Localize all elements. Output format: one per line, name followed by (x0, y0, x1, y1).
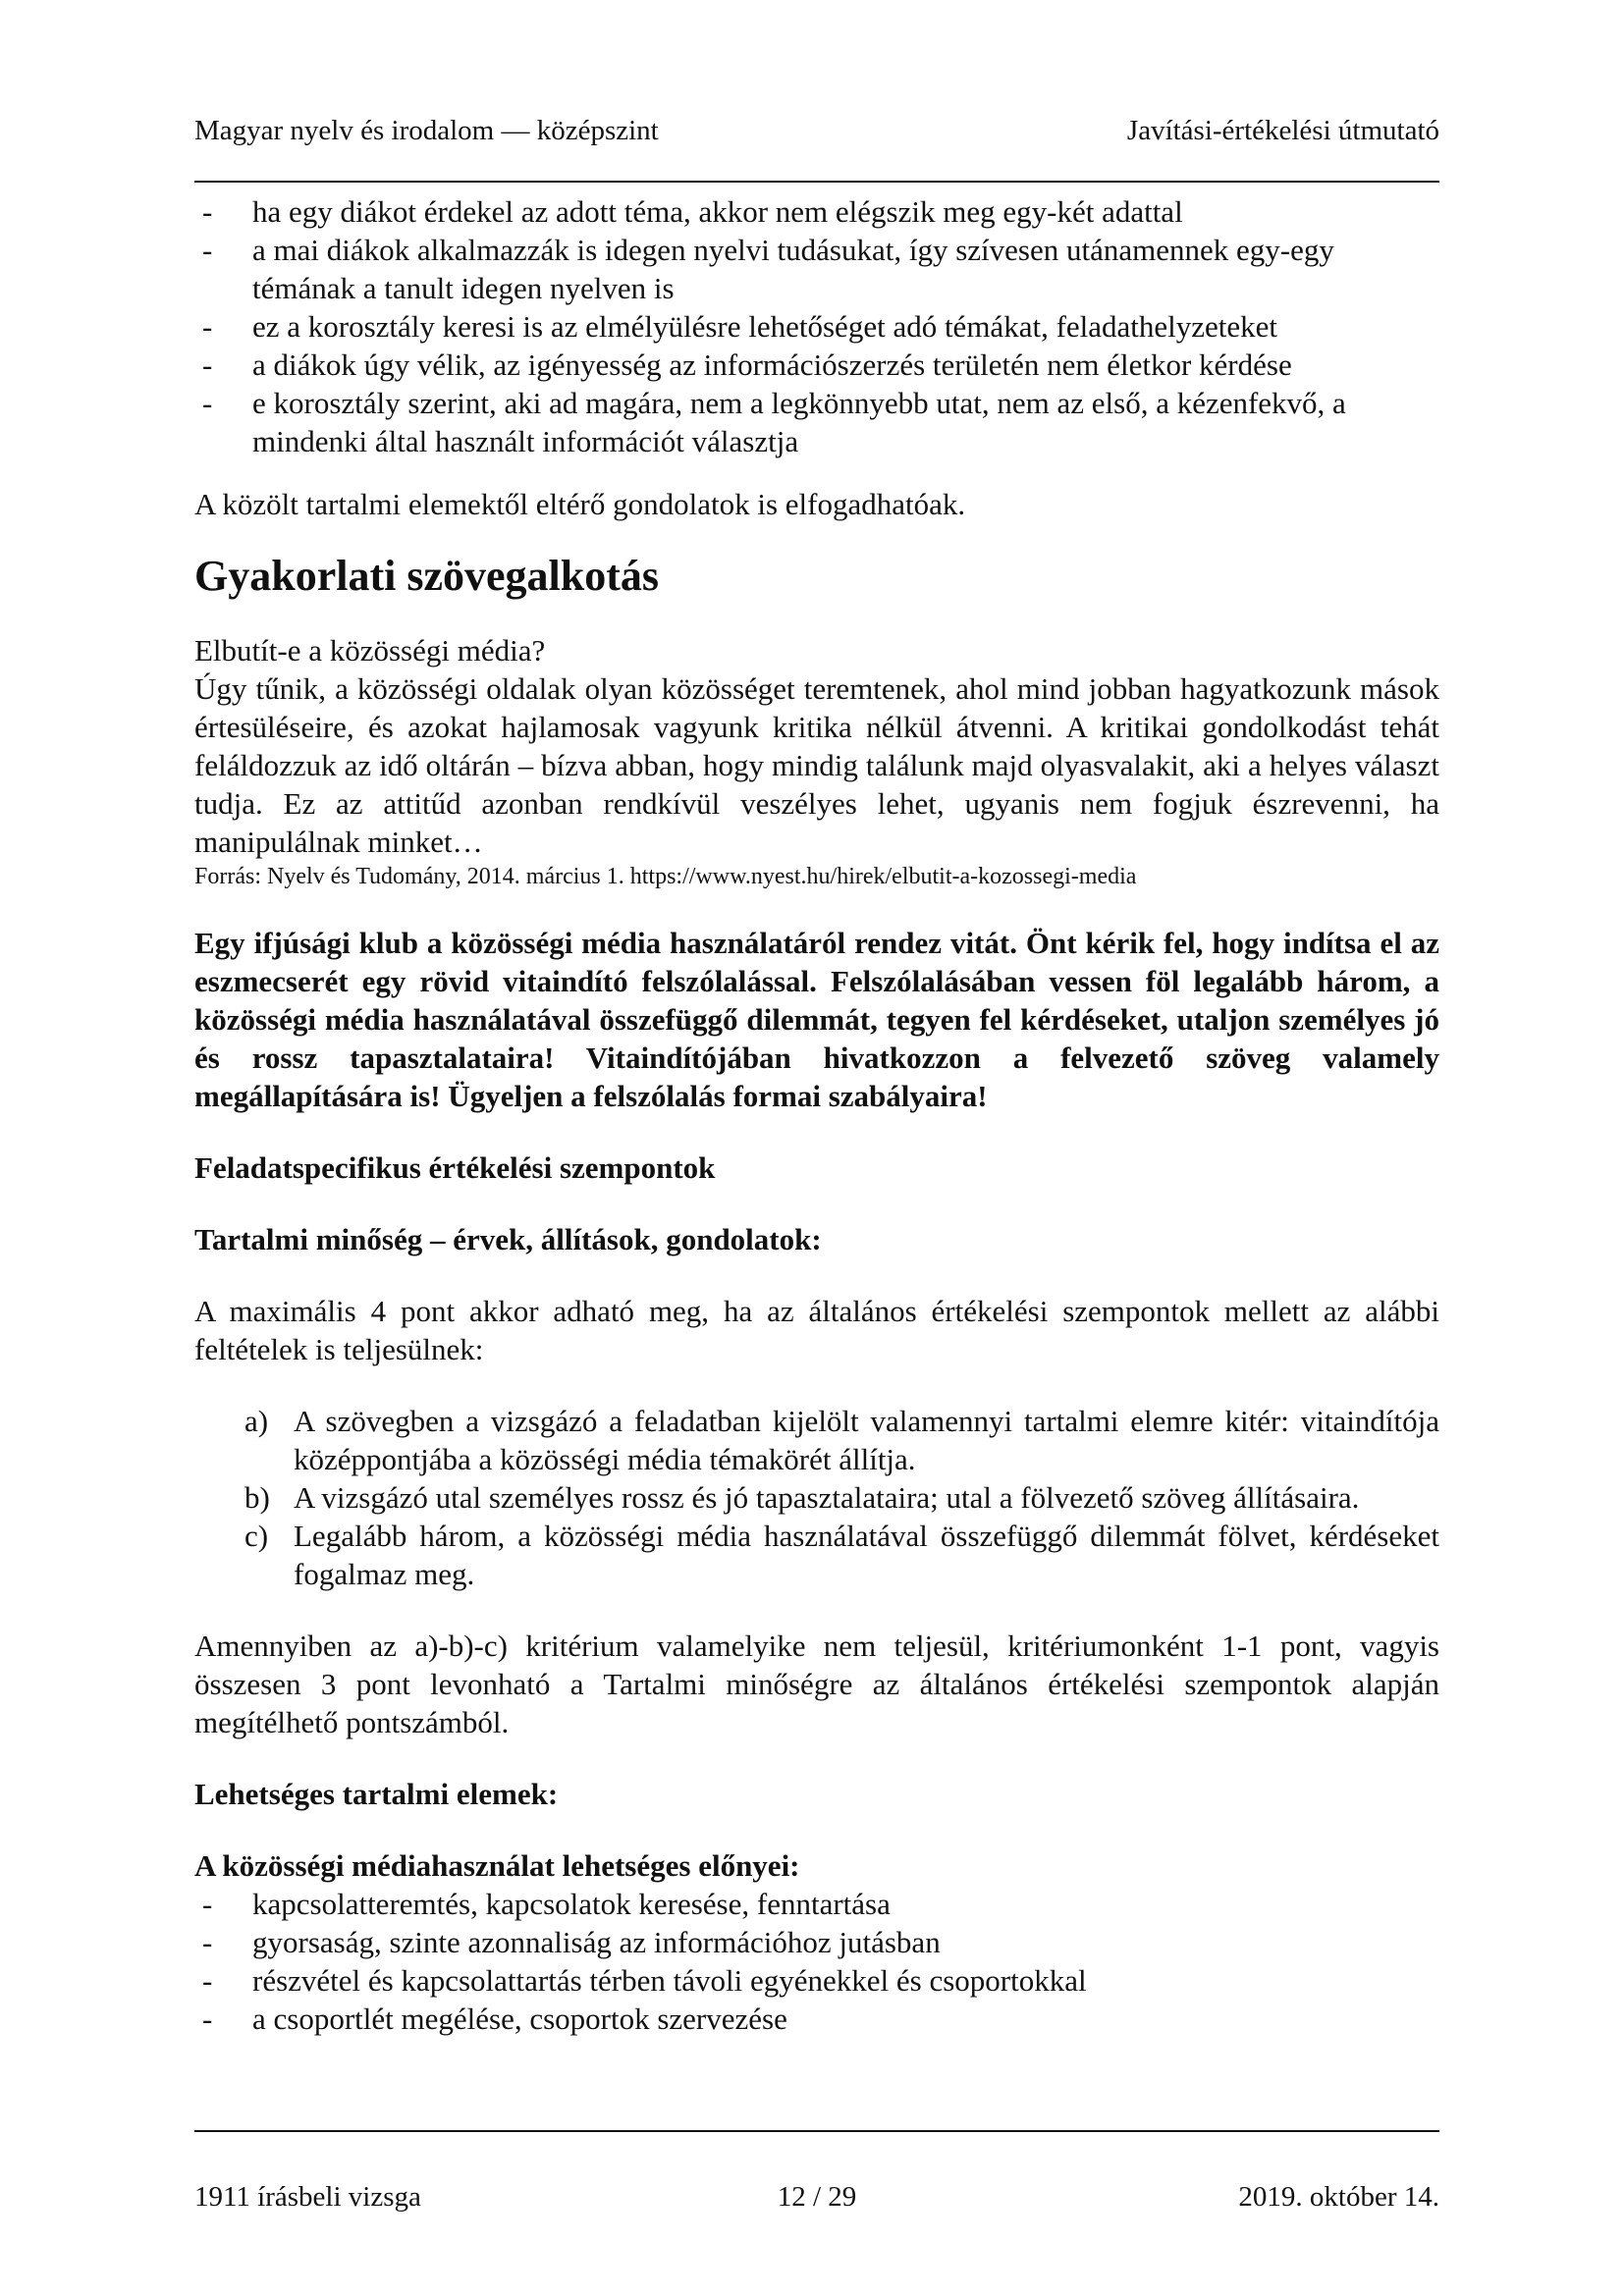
page-header (194, 106, 1439, 147)
criteria-list (194, 1402, 1439, 1593)
criterion-letter: b) (244, 1480, 270, 1515)
criterion-text: A szövegben a vizsgázó a feladatban kijelölt valamennyi tartalmi elemre kitér: vitaindítója középpontjába a közösségi média témakörét állítja. (294, 1404, 1439, 1476)
dash-bullet: - (202, 1963, 213, 1998)
dash-bullet: - (202, 233, 213, 267)
page-number: 12 / 29 (777, 2180, 857, 2213)
dash-bullet: - (202, 309, 213, 344)
dash-bullet: - (202, 347, 213, 382)
criteria-heading: Feladatspecifikus értékelési szempontok (194, 1150, 716, 1185)
list-item (194, 2000, 1439, 2038)
quote-text: Úgy tűnik, a közösségi oldalak olyan közösséget teremtenek, ahol mind jobban hagyatkozunk mások értesüléseire, és azokat hajlamosak vagyunk kritika nélkül átvenni. A kritikai gondolkodást tehát feláldozzuk az idő oltárán – bízva abban, hogy mindig találunk majd olyasvalakit, aki a helyes választ tudja. Ez az attitűd azonban rendkívül veszélyes lehet, ugyanis nem fogjuk észrevenni, ha manipulálnak minket… (194, 671, 1439, 859)
list-item (194, 1961, 1439, 2000)
quote-title: Elbutít-e a közösségi média? (194, 633, 546, 667)
advantages-list (194, 1885, 1439, 2038)
criterion-item (244, 1478, 1439, 1517)
list-item-text: kapcsolatteremtés, kapcsolatok keresése, fenntartása (252, 1887, 891, 1921)
header-rule (194, 181, 1439, 183)
criterion-text: A vizsgázó utal személyes rossz és jó tapasztalataira; utal a fölvezető szöveg állításaira. (294, 1480, 1360, 1515)
acceptance-note: A közölt tartalmi elemektől eltérő gondolatok is elfogadhatóak. (194, 487, 966, 521)
list-item-text: ha egy diákot érdekel az adott téma, akkor nem elégszik meg egy-két adattal (252, 194, 1183, 229)
list-item-text: a mai diákok alkalmazzák is idegen nyelvi tudásukat, így szívesen utánamennek egy-egy témának a tanult idegen nyelven is (252, 233, 1334, 305)
list-item (194, 346, 1439, 384)
criterion-item (244, 1402, 1439, 1478)
list-item (194, 192, 1439, 231)
task-instructions: Egy ifjúsági klub a közösségi média használatáról rendez vitát. Önt kérik fel, hogy indítsa el az eszmecserét egy rövid vitaindító felszólalással. Felszólalásában vessen föl legalább három, a közösségi média használatával összefüggő dilemmát, tegyen fel kérdéseket, utaljon személyes jó és rossz tapasztalataira! Vitaindítójában hivatkozzon a felvezető szöveg valamely megállapítására is! Ügyeljen a felszólalás formai szabályaira! (194, 926, 1439, 1113)
dash-bullet: - (202, 386, 213, 420)
footer-date: 2019. október 14. (1238, 2180, 1439, 2213)
possible-elements-heading: Lehetséges tartalmi elemek: (194, 1777, 559, 1811)
reasons-list (194, 192, 1439, 460)
list-item-text: a diákok úgy vélik, az igényesség az információszerzés területén nem életkor kérdése (252, 347, 1292, 382)
advantages-heading: A közösségi médiahasználat lehetséges előnyei: (194, 1848, 800, 1883)
list-item-text: gyorsaság, szinte azonnaliság az információhoz jutásban (252, 1925, 941, 1959)
deduction-text: Amennyiben az a)-b)-c) kritérium valamelyike nem teljesül, kritériumonként 1-1 pont, vagyis összesen 3 pont levonható a Tartalmi minőségre az általános értékelési szempontok alapján megítélhető pontszámból. (194, 1629, 1439, 1739)
list-item (194, 1923, 1439, 1961)
criterion-text: Legalább három, a közösségi média használatával összefüggő dilemmát fölvet, kérdéseket fogalmaz meg. (294, 1519, 1439, 1591)
page-footer (194, 2177, 1439, 2216)
criterion-letter: c) (244, 1519, 269, 1553)
page-content (194, 192, 1439, 2038)
header-subject: Magyar nyelv és irodalom — középszint (194, 115, 659, 146)
list-item (194, 231, 1439, 307)
quote-source: Forrás: Nyelv és Tudomány, 2014. március 1. https://www.nyest.hu/hirek/elbutit-a-kozossegi-media (194, 864, 1137, 889)
criterion-letter: a) (244, 1404, 269, 1438)
list-item (194, 1885, 1439, 1923)
content-quality-heading: Tartalmi minőség – érvek, állítások, gondolatok: (194, 1222, 822, 1256)
list-item (194, 307, 1439, 346)
footer-rule (194, 2130, 1439, 2132)
header-doc-type: Javítási-értékelési útmutató (1126, 115, 1439, 146)
dash-bullet: - (202, 194, 213, 229)
list-item-text: e korosztály szerint, aki ad magára, nem a legkönnyebb utat, nem az első, a kézenfekvő, a mindenki által használt információt választja (252, 386, 1346, 458)
list-item (194, 384, 1439, 460)
dash-bullet: - (202, 1925, 213, 1959)
list-item-text: a csoportlét megélése, csoportok szervezése (252, 2002, 787, 2036)
section-title: Gyakorlati szövegalkotás (194, 552, 659, 600)
dash-bullet: - (202, 1887, 213, 1921)
list-item-text: részvétel és kapcsolattartás térben távoli egyénekkel és csoportokkal (252, 1963, 1087, 1998)
list-item-text: ez a korosztály keresi is az elmélyülésre lehetőséget adó témákat, feladathelyzeteket (252, 309, 1278, 344)
dash-bullet: - (202, 2002, 213, 2036)
footer-exam-id: 1911 írásbeli vizsga (194, 2180, 421, 2213)
max-points-text: A maximális 4 pont akkor adható meg, ha az általános értékelési szempontok mellett az alábbi feltételek is teljesülnek: (194, 1294, 1439, 1366)
criterion-item (244, 1517, 1439, 1593)
